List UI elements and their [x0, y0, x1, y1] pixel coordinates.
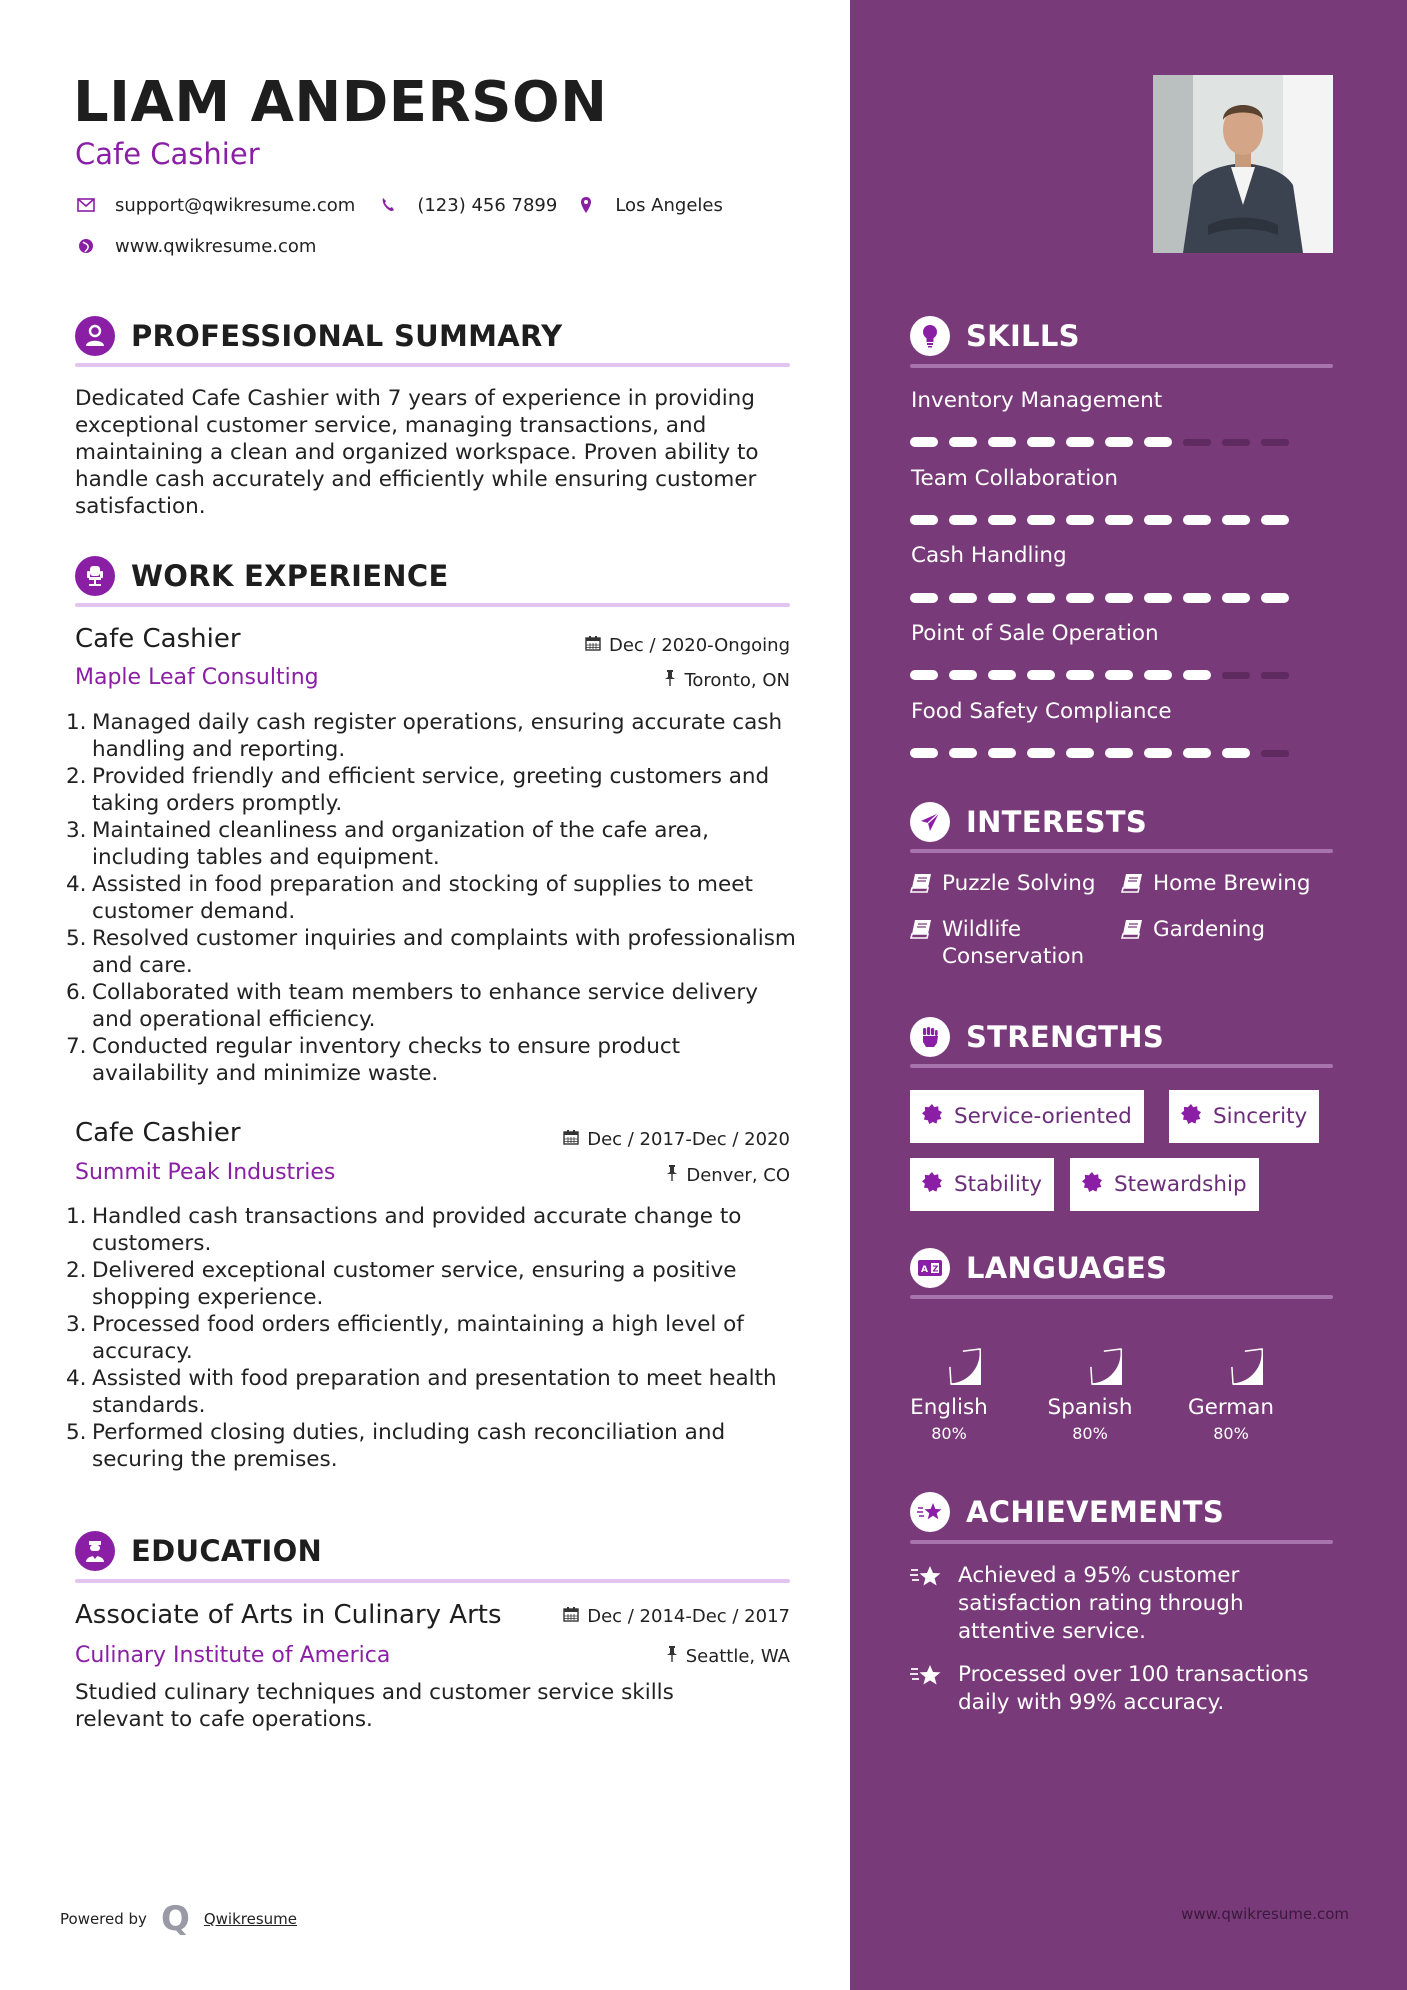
interest-item: Wildlife Conservation	[910, 916, 1110, 970]
section-divider	[910, 364, 1333, 368]
location-text: Los Angeles	[615, 194, 723, 216]
book-icon	[1121, 870, 1143, 900]
section-header-achievements	[910, 1492, 1224, 1532]
calendar-icon	[585, 635, 601, 656]
degree-title: Associate of Arts in Culinary Arts	[75, 1600, 502, 1630]
language-donut-chart	[917, 1321, 981, 1385]
svg-text:Z: Z	[932, 1264, 939, 1274]
language-translate-icon	[910, 1248, 950, 1288]
qwikresume-logo-icon: Q	[160, 1899, 190, 1939]
section-title: PROFESSIONAL SUMMARY	[131, 319, 563, 353]
skill-name: Point of Sale Operation	[911, 621, 1159, 646]
section-title: EDUCATION	[131, 1534, 323, 1568]
contact-row	[75, 194, 723, 216]
list-item: 7. Conducted regular inventory checks to ensure product availability and minimize waste.	[66, 1034, 681, 1086]
phone-icon	[377, 194, 399, 216]
section-header-summary	[75, 316, 562, 356]
job-title: Cafe Cashier	[75, 1118, 241, 1148]
footer-website[interactable]: www.qwikresume.com	[1181, 1905, 1349, 1923]
achievement-item: Achieved a 95% customer satisfaction rating through attentive service.	[910, 1562, 1335, 1646]
language-percent: 80%	[931, 1424, 967, 1443]
interest-item: Gardening	[1121, 916, 1336, 946]
skill-rating-bar	[910, 748, 1289, 758]
skill-rating-bar	[910, 437, 1289, 447]
website-row	[75, 235, 316, 257]
school-name: Culinary Institute of America	[75, 1643, 391, 1668]
shooting-star-icon	[910, 1492, 950, 1532]
profile-photo	[1153, 75, 1333, 253]
candidate-title: Cafe Cashier	[75, 137, 260, 171]
section-header-experience	[75, 556, 449, 596]
pushpin-icon	[666, 1165, 678, 1186]
list-item: 1. Managed daily cash register operations, ensuring accurate cash handling and reporting.	[66, 710, 783, 762]
company-name: Maple Leaf Consulting	[75, 665, 319, 690]
interest-item: Puzzle Solving	[910, 870, 1110, 900]
book-icon	[1121, 916, 1143, 946]
list-item: 5. Performed closing duties, including cash reconciliation and securing the premises.	[66, 1420, 726, 1472]
email-icon	[75, 194, 97, 216]
section-divider	[910, 849, 1333, 853]
raised-fist-icon	[910, 1017, 950, 1057]
list-item: 3. Maintained cleanliness and organization of the cafe area, including tables and equipment.	[66, 818, 709, 870]
section-divider	[910, 1064, 1333, 1068]
language-percent: 80%	[1213, 1424, 1249, 1443]
certificate-badge-icon	[922, 1104, 942, 1130]
job-title: Cafe Cashier	[75, 624, 241, 654]
certificate-badge-icon	[1181, 1104, 1201, 1130]
section-header-skills	[910, 316, 1080, 356]
section-divider	[75, 603, 790, 607]
language-item	[904, 1321, 994, 1443]
book-icon	[910, 916, 932, 970]
section-header-languages	[910, 1248, 1167, 1288]
language-donut-chart	[1058, 1321, 1122, 1385]
section-title: LANGUAGES	[966, 1251, 1168, 1285]
lightbulb-icon	[910, 316, 950, 356]
list-item: 4. Assisted with food preparation and presentation to meet health standards.	[66, 1366, 777, 1418]
section-title: ACHIEVEMENTS	[966, 1495, 1225, 1529]
website-link[interactable]: www.qwikresume.com	[115, 235, 317, 257]
skill-name: Inventory Management	[911, 388, 1163, 413]
section-header-strengths	[910, 1017, 1164, 1057]
language-donut-chart	[1199, 1321, 1263, 1385]
list-item: 2. Delivered exceptional customer service, ensuring a positive shopping experience.	[66, 1258, 737, 1310]
section-title: WORK EXPERIENCE	[131, 559, 449, 593]
section-divider	[910, 1295, 1333, 1299]
phone-number[interactable]: (123) 456 7899	[417, 194, 558, 216]
list-item: 4. Assisted in food preparation and stocking of supplies to meet customer demand.	[66, 872, 753, 924]
list-item: 6. Collaborated with team members to enhance service delivery and operational efficiency.	[66, 980, 758, 1032]
candidate-name: LIAM ANDERSON	[73, 70, 608, 135]
education-description: Studied culinary techniques and customer service skills relevant to cafe operations.	[75, 1680, 674, 1732]
list-item: 5. Resolved customer inquiries and complaints with professionalism and care.	[66, 926, 796, 978]
email-link[interactable]: support@qwikresume.com	[115, 194, 356, 216]
svg-text:A: A	[921, 1265, 928, 1275]
language-name: German	[1187, 1395, 1275, 1420]
skill-name: Cash Handling	[911, 543, 1067, 568]
book-icon	[910, 870, 932, 900]
interest-item: Home Brewing	[1121, 870, 1336, 900]
office-chair-icon	[75, 556, 115, 596]
qwikresume-link[interactable]: Qwikresume	[203, 1910, 298, 1928]
list-item: 3. Processed food orders efficiently, maintaining a high level of accuracy.	[66, 1312, 744, 1364]
skill-rating-bar	[910, 515, 1289, 525]
job-dates: Dec / 2017-Dec / 2020	[563, 1129, 790, 1150]
shooting-star-icon	[910, 1661, 944, 1717]
graduate-icon	[75, 1531, 115, 1571]
section-header-interests	[910, 802, 1147, 842]
skill-rating-bar	[910, 670, 1289, 680]
summary-text: Dedicated Cafe Cashier with 7 years of experience in providing exceptional customer service, managing transactions, and maintaining a clean and organized workspace. Proven ability to handle cash accurately and efficiently while ensuring customer satisfaction.	[75, 386, 759, 519]
education-location: Seattle, WA	[666, 1646, 790, 1667]
paper-plane-icon	[910, 802, 950, 842]
powered-by: Powered by Q Qwikresume	[60, 1899, 298, 1939]
job-dates: Dec / 2020-Ongoing	[585, 635, 790, 656]
strength-badge: Stewardship	[1070, 1158, 1259, 1211]
user-icon	[75, 316, 115, 356]
language-item	[1186, 1321, 1276, 1443]
job-responsibilities	[66, 709, 796, 1087]
section-divider	[75, 1579, 790, 1583]
strength-badge: Stability	[910, 1158, 1054, 1211]
section-title: SKILLS	[966, 319, 1080, 353]
section-divider	[75, 363, 790, 367]
achievement-item: Processed over 100 transactions daily with 99% accuracy.	[910, 1661, 1335, 1717]
job-location: Denver, CO	[666, 1165, 790, 1186]
skill-name: Team Collaboration	[911, 466, 1118, 491]
language-name: English	[910, 1395, 988, 1420]
pushpin-icon	[666, 1646, 678, 1667]
shooting-star-icon	[910, 1562, 944, 1646]
company-name: Summit Peak Industries	[75, 1160, 336, 1185]
skill-name: Food Safety Compliance	[911, 699, 1172, 724]
certificate-badge-icon	[1082, 1172, 1102, 1198]
calendar-icon	[563, 1129, 579, 1150]
skill-rating-bar	[910, 593, 1289, 603]
globe-icon	[75, 235, 97, 257]
education-dates: Dec / 2014-Dec / 2017	[563, 1606, 790, 1627]
language-item	[1045, 1321, 1135, 1443]
pushpin-icon	[664, 670, 676, 691]
calendar-icon	[563, 1606, 579, 1627]
certificate-badge-icon	[922, 1172, 942, 1198]
job-location: Toronto, ON	[664, 670, 790, 691]
strength-badge: Sincerity	[1169, 1090, 1319, 1143]
language-name: Spanish	[1047, 1395, 1133, 1420]
job-responsibilities	[66, 1203, 796, 1473]
strength-badge: Service-oriented	[910, 1090, 1144, 1143]
section-divider	[910, 1540, 1333, 1544]
section-title: STRENGTHS	[966, 1020, 1165, 1054]
location-pin-icon	[575, 194, 597, 216]
section-title: INTERESTS	[966, 805, 1148, 839]
language-percent: 80%	[1072, 1424, 1108, 1443]
section-header-education	[75, 1531, 322, 1571]
list-item: 1. Handled cash transactions and provided accurate change to customers.	[66, 1204, 742, 1256]
list-item: 2. Provided friendly and efficient service, greeting customers and taking orders promptly.	[66, 764, 770, 816]
